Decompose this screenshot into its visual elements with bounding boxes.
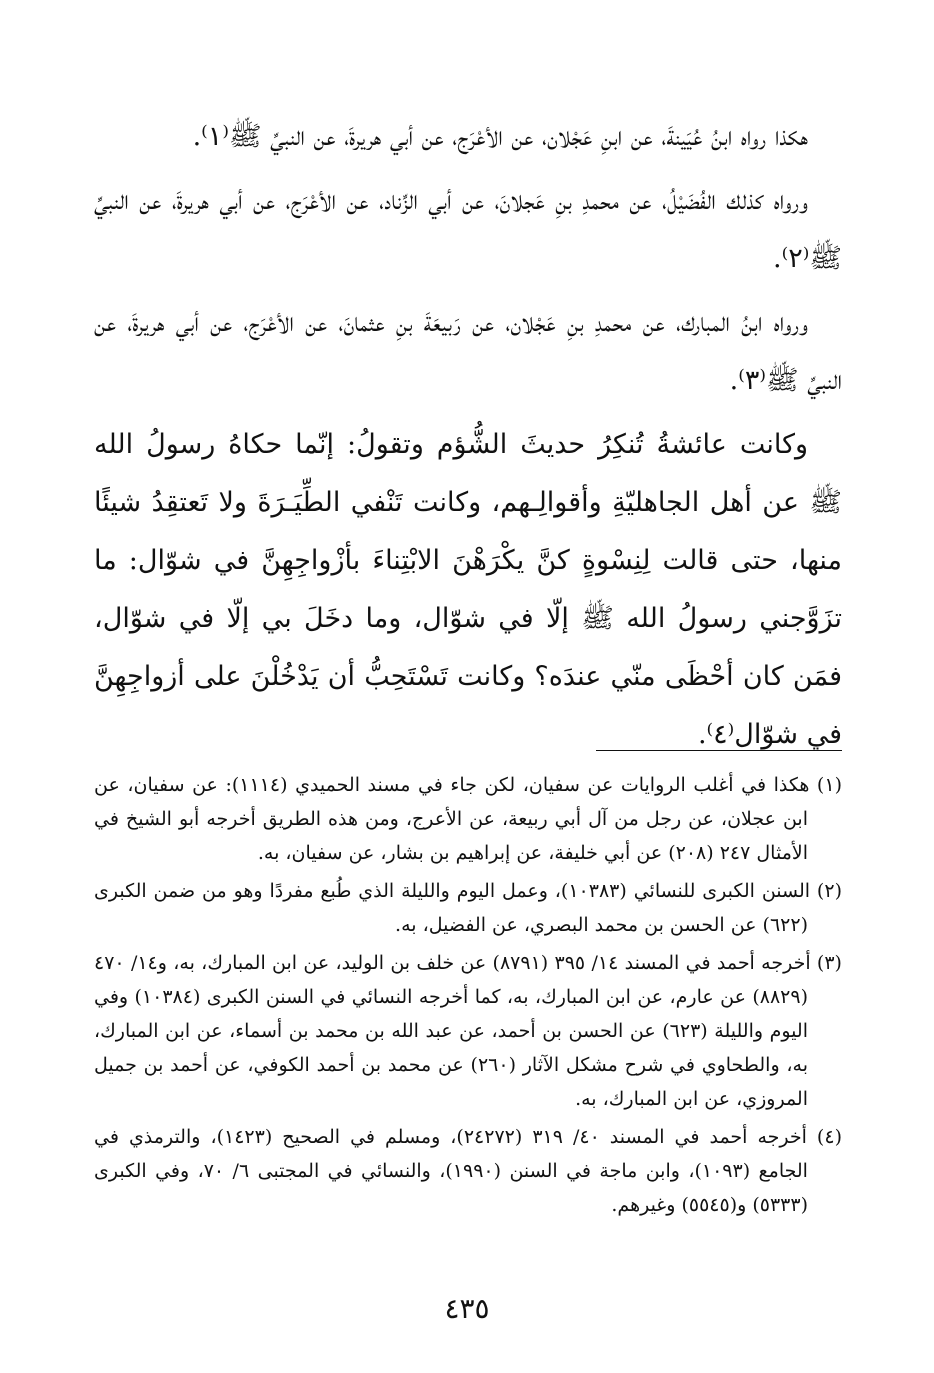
- footnote: (١) هكذا في أغلب الروايات عن سفيان، لكن جاء في مسند الحميدي (١١١٤): عن سفيان، عن ابن عجلان، عن رجل من آل أبي ربيعة، عن الأعرج، ومن هذه الطريق أخرجه أبو الشيخ في الأمثال ٢٤٧ (٢٠٨) عن أبي خليفة، عن إبراهيم بن بشار، عن سفيان، به.: [94, 774, 842, 864]
- main-paragraph: ورواه ابنُ المبارك، عن محمدِ بنِ عَجْلان، عن رَبيعَةَ بنِ عثمانَ، عن الأعْرَج، عن أبي هريرةَ، عن النبيِّ ﷺ⁽٣⁾.: [94, 307, 842, 396]
- footnotes: [94, 768, 842, 1226]
- main-paragraph: ورواه كذلك الفُضَيْلُ، عن محمدِ بنِ عَجلانَ، عن أبي الزِّناد، عن الأعْرَج، عن أبي هريرةَ، عن النبيِّ ﷺ⁽٢⁾.: [94, 185, 842, 274]
- footnote: (٢) السنن الكبرى للنسائي (١٠٣٨٣)، وعمل اليوم والليلة الذي طُبع مفردًا وهو من ضمن الكبرى (٦٢٢) عن الحسن بن محمد البصري، عن الفضيل، به.: [94, 880, 842, 936]
- main-paragraph: هكذا رواه ابنُ عُيَينةَ، عن ابنِ عَجْلان، عن الأعْرَج، عن أبي هريرةَ، عن النبيِّ ﷺ⁽١⁾.: [192, 121, 808, 152]
- footnote: (٤) أخرجه أحمد في المسند ٤٠/ ٣١٩ (٢٤٢٧٢)، ومسلم في الصحيح (١٤٢٣)، والترمذي في الجامع (١٠٩٣)، وابن ماجة في السنن (١٩٩٠)، والنسائي في المجتبى ٦/ ٧٠، وفي الكبرى (٥٣٣٣) و(٥٥٤٥) وغيرهم.: [94, 1126, 842, 1216]
- main-text: [94, 108, 842, 770]
- page-number: ٤٣٥: [444, 1292, 490, 1325]
- footnote: (٣) أخرجه أحمد في المسند ١٤/ ٣٩٥ (٨٧٩١) عن خلف بن الوليد، عن ابن المبارك، به، و١٤/ ٤٧٠ (٨٨٢٩) عن عارم، عن ابن المبارك، به، كما أخرجه النسائي في السنن الكبرى (١٠٣٨٤) وفي اليوم والليلة (٦٢٣) عن الحسن بن أحمد، عن عبد الله بن محمد بن أسماء، عن ابن المبارك، به، والطحاوي في شرح مشكل الآثار (٢٦٠) عن محمد بن أحمد الكوفي، عن أحمد بن جميل المروزي، عن ابن المبارك، به.: [94, 952, 842, 1110]
- main-paragraph: وكانت عائشةُ تُنكِرُ حديثَ الشُّؤم وتقولُ: إنّما حكاهُ رسولُ الله ﷺ عن أهل الجاهليّةِ وأقوالِـهم، وكانت تَنْفي الطِّيَـرَةَ ولا تَعتقِدُ شيئًا منها، حتى قالت لِنِسْوةٍ كنَّ يكْرَهْنَ الابْتِناءَ بأزْواجِهِنَّ في شوّال: ما تزَوَّجني رسولُ الله ﷺ إلّا في شوّال، وما دخَلَ بي إلّا في شوّال، فمَن كان أحْظَى منّي عندَه؟ وكانت تَسْتَحِبُّ أن يَدْخُلْنَ على أزواجِهِنَّ في شوّال⁽٤⁾.: [94, 429, 842, 750]
- footnote-divider: [596, 750, 842, 751]
